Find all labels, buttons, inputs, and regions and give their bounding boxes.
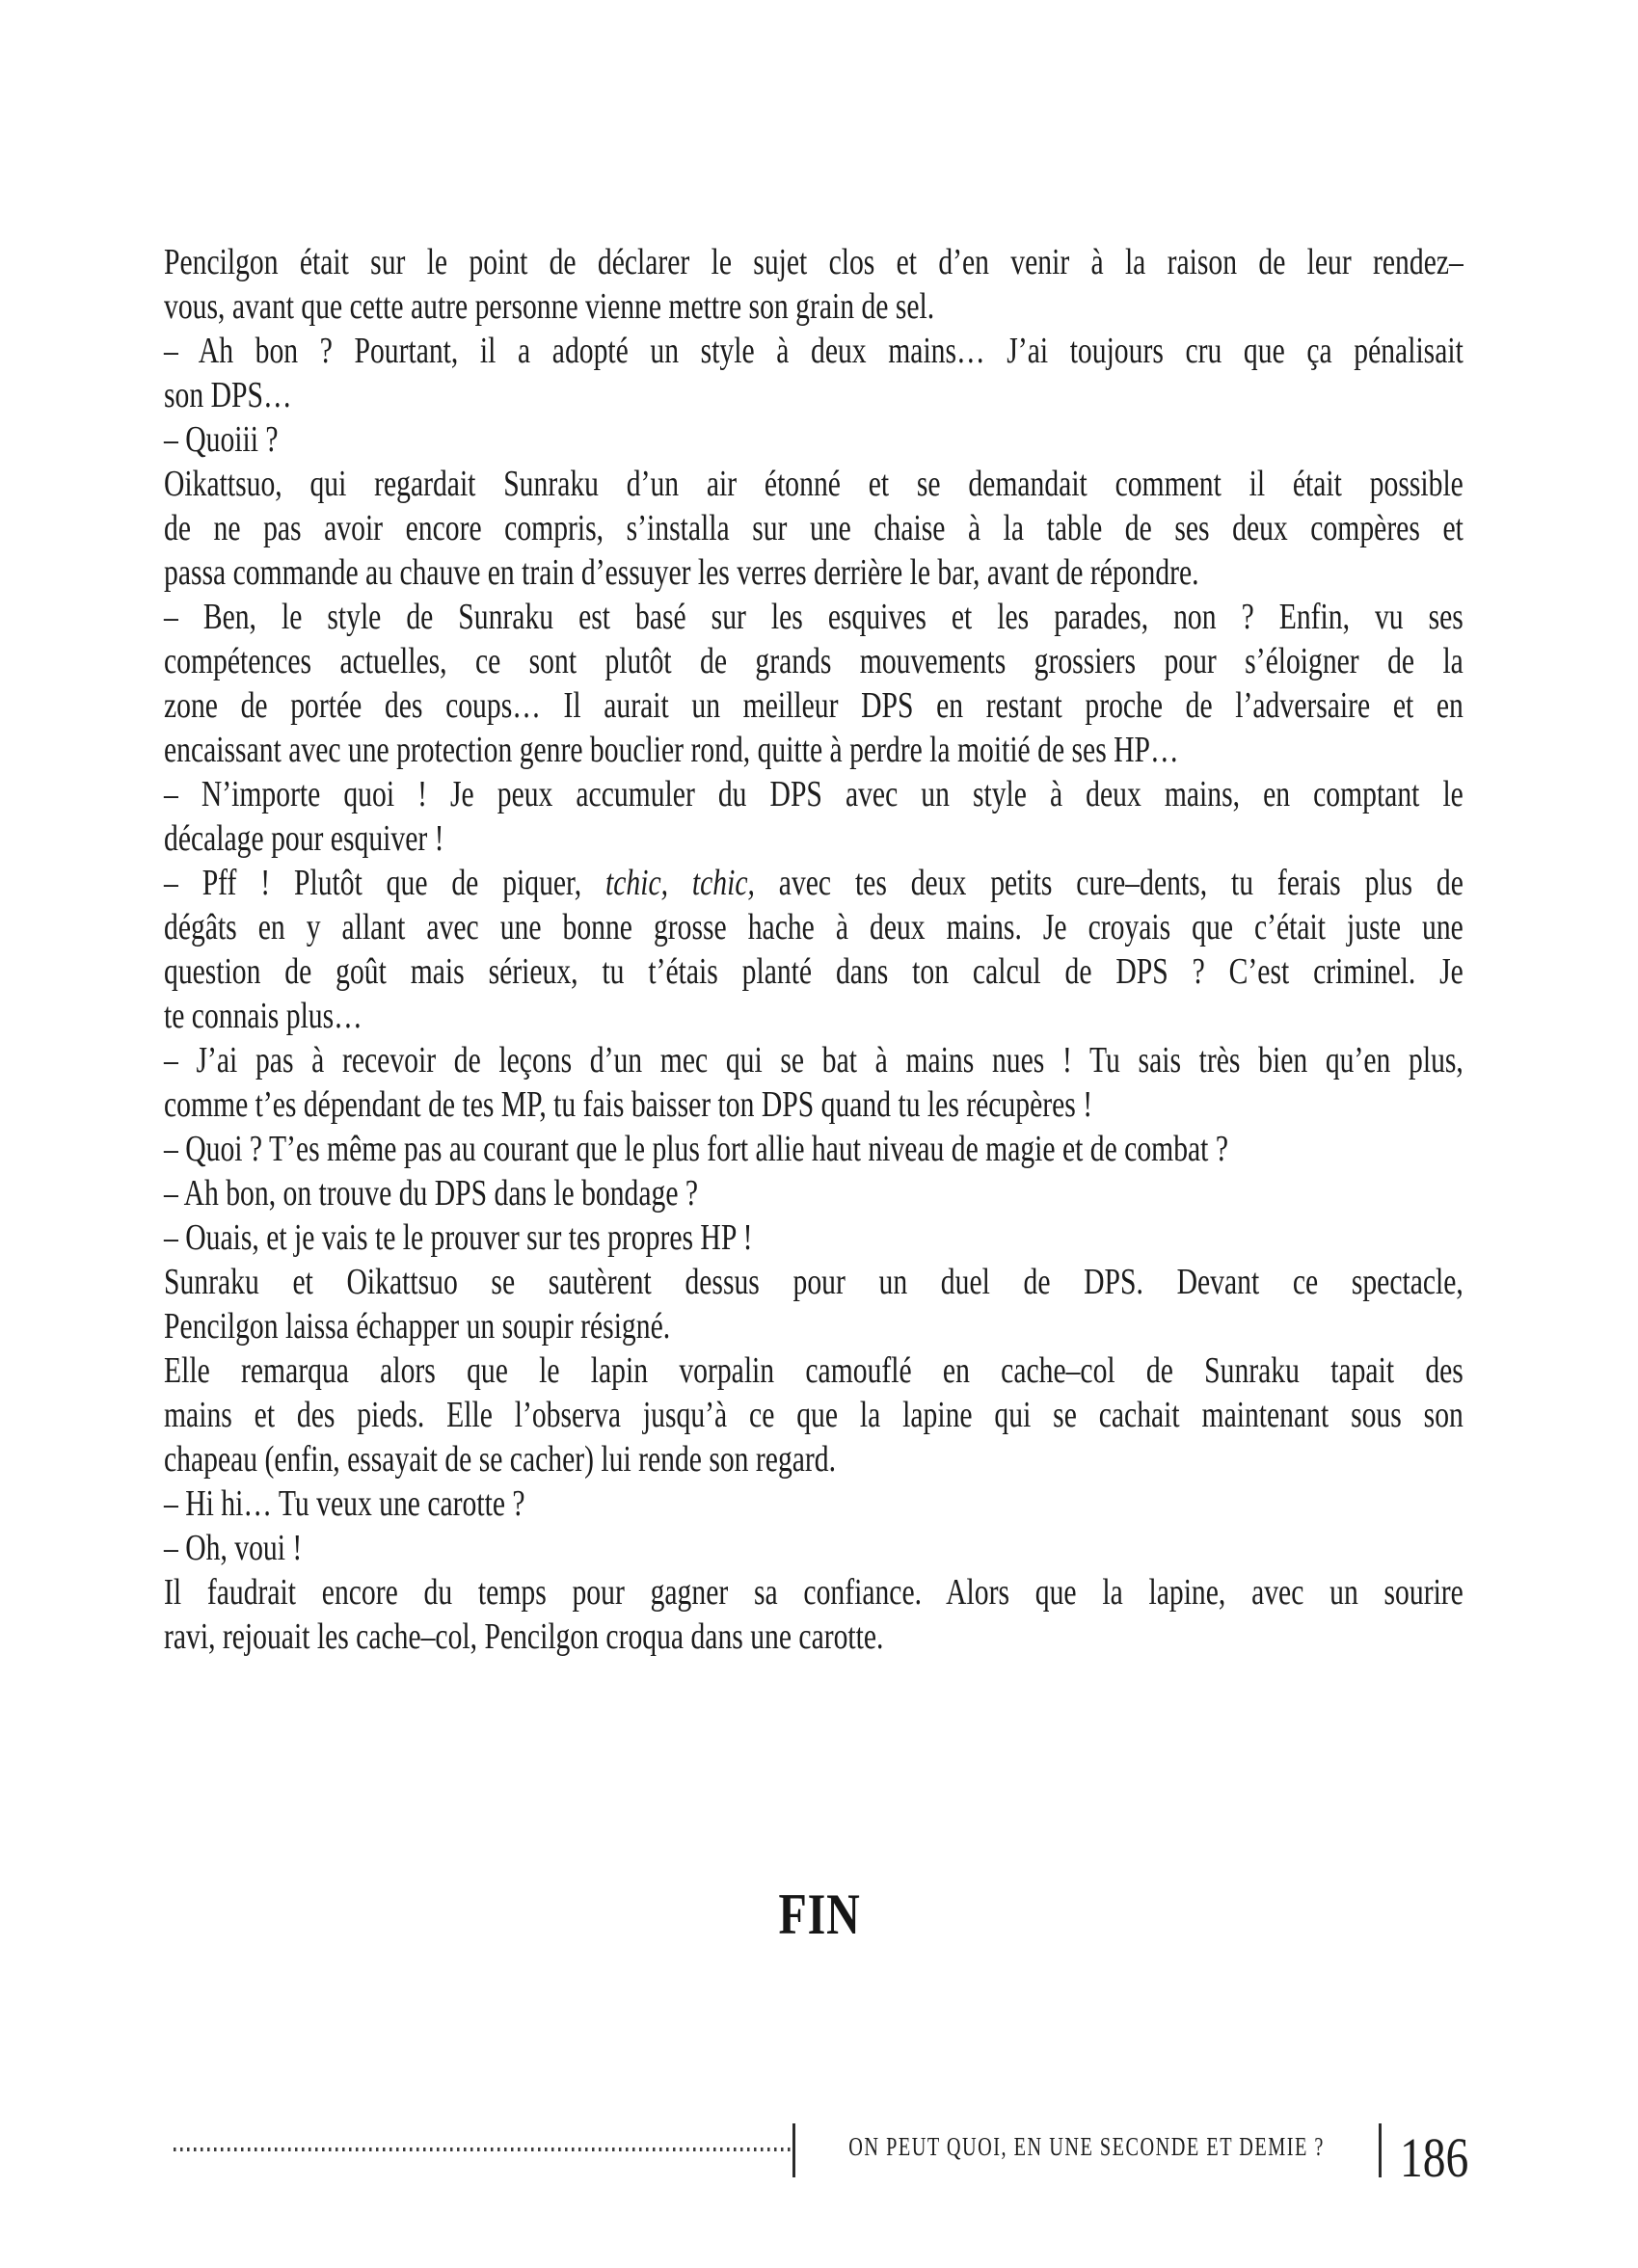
italic-text-segment: tchic, tchic, (605, 863, 755, 903)
text-line (164, 1437, 1463, 1481)
text-line (164, 462, 1463, 506)
text-line (164, 1481, 1463, 1526)
text-line (164, 816, 1463, 861)
text-segment: – Ah bon ? Pourtant, il a adopté un style à deux mains… J’ai toujours cru que ça pénalisait (164, 331, 1463, 371)
footer-dotted-leader (174, 2148, 791, 2151)
chapter-end-marker: FIN (777, 1882, 861, 1946)
text-line (164, 994, 1463, 1038)
text-segment: – Quoi ? T’es même pas au courant que le plus fort allie haut niveau de magie et de combat ? (164, 1129, 1228, 1169)
footer-right-divider (1379, 2123, 1382, 2177)
text-line (164, 949, 1463, 994)
text-line (164, 1260, 1463, 1304)
text-line (164, 728, 1463, 772)
text-segment: Oikattsuo, qui regardait Sunraku d’un air étonné et se demandait comment il était possible (164, 464, 1463, 504)
text-segment: – N’importe quoi ! Je peux accumuler du DPS avec un style à deux mains, en comptant le (164, 774, 1463, 814)
text-line (164, 595, 1463, 639)
text-line (164, 1570, 1463, 1614)
text-segment: – Oh, voui ! (164, 1528, 303, 1568)
text-segment: de ne pas avoir encore compris, s’installa sur une chaise à la table de ses deux compères et (164, 508, 1463, 548)
text-line (164, 1526, 1463, 1570)
text-segment: – Ah bon, on trouve du DPS dans le bondage ? (164, 1173, 699, 1214)
text-line (164, 329, 1463, 373)
text-segment: – Ben, le style de Sunraku est basé sur les esquives et les parades, non ? Enfin, vu ses (164, 597, 1463, 637)
text-line (164, 1348, 1463, 1393)
text-segment: – J’ai pas à recevoir de leçons d’un mec qui se bat à mains nues ! Tu sais très bien qu’en plus, (164, 1040, 1463, 1081)
text-segment: encaissant avec une protection genre bouclier rond, quitte à perdre la moitié de ses HP… (164, 730, 1179, 770)
text-segment: son DPS… (164, 375, 292, 415)
text-line (164, 284, 1463, 329)
text-line (164, 639, 1463, 683)
text-segment: décalage pour esquiver ! (164, 818, 444, 859)
text-segment: avec tes deux petits cure–dents, tu ferais plus de (754, 863, 1463, 903)
text-line (164, 1082, 1463, 1127)
text-segment: vous, avant que cette autre personne vienne mettre son grain de sel. (164, 286, 935, 327)
text-segment: comme t’es dépendant de tes MP, tu fais baisser ton DPS quand tu les récupères ! (164, 1084, 1093, 1125)
text-line (164, 506, 1463, 550)
text-segment: Sunraku et Oikattsuo se sautèrent dessus pour un duel de DPS. Devant ce spectacle, (164, 1262, 1463, 1302)
text-segment: chapeau (enfin, essayait de se cacher) lui rende son regard. (164, 1439, 837, 1480)
text-line (164, 683, 1463, 728)
text-segment: dégâts en y allant avec une bonne grosse hache à deux mains. Je croyais que c’était juste une (164, 907, 1463, 947)
running-title-container (795, 2129, 1379, 2164)
text-segment: mains et des pieds. Elle l’observa jusqu’à ce que la lapine qui se cachait maintenant sous son (164, 1395, 1463, 1435)
text-line (164, 772, 1463, 816)
text-segment: Pencilgon était sur le point de déclarer le sujet clos et d’en venir à la raison de leur rendez– (164, 242, 1463, 282)
text-segment: – Pff ! Plutôt que de piquer, (164, 863, 606, 903)
text-segment: compétences actuelles, ce sont plutôt de grands mouvements grossiers pour s’éloigner de la (164, 641, 1463, 681)
page-number: 186 (1400, 2126, 1469, 2189)
text-line (164, 861, 1463, 905)
text-line (164, 550, 1463, 595)
text-line (164, 1127, 1463, 1171)
text-segment: question de goût mais sérieux, tu t’étais planté dans ton calcul de DPS ? C’est criminel. Je (164, 951, 1463, 992)
text-line (164, 1038, 1463, 1082)
text-segment: Il faudrait encore du temps pour gagner sa confiance. Alors que la lapine, avec un sourire (164, 1572, 1463, 1613)
text-segment: – Quoiii ? (164, 419, 279, 460)
text-segment: – Ouais, et je vais te le prouver sur tes propres HP ! (164, 1217, 753, 1258)
text-line (164, 1171, 1463, 1215)
text-segment: zone de portée des coups… Il aurait un meilleur DPS en restant proche de l’adversaire et en (164, 685, 1463, 726)
text-segment: te connais plus… (164, 996, 363, 1036)
text-line (164, 905, 1463, 949)
text-segment: – Hi hi… Tu veux une carotte ? (164, 1483, 525, 1524)
text-line (164, 1393, 1463, 1437)
text-line (164, 373, 1463, 417)
body-text-block (164, 240, 1463, 1659)
text-line (164, 417, 1463, 462)
text-line (164, 1215, 1463, 1260)
text-segment: Elle remarqua alors que le lapin vorpalin camouflé en cache–col de Sunraku tapait des (164, 1350, 1463, 1391)
text-segment: Pencilgon laissa échapper un soupir résigné. (164, 1306, 671, 1347)
text-segment: passa commande au chauve en train d’essuyer les verres derrière le bar, avant de répondre. (164, 552, 1199, 593)
text-line (164, 240, 1463, 284)
text-segment: ravi, rejouait les cache–col, Pencilgon croqua dans une carotte. (164, 1616, 884, 1657)
running-title: ON PEUT QUOI, EN UNE SECONDE ET DEMIE ? (848, 2132, 1326, 2161)
text-line (164, 1304, 1463, 1348)
text-line (164, 1614, 1463, 1659)
